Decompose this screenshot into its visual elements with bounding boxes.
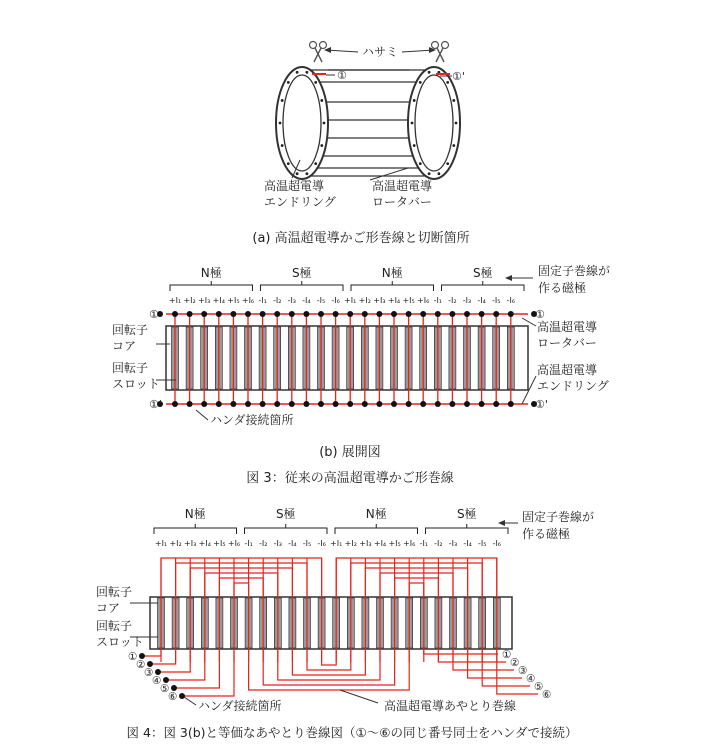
current-label: -I₃ <box>448 539 458 548</box>
winding-loop-top <box>409 583 424 598</box>
solder-dot <box>245 401 251 407</box>
solder-dot <box>479 401 485 407</box>
current-label: +I₅ <box>227 296 240 305</box>
solder-dot <box>230 401 236 407</box>
winding-loop-top <box>380 573 453 598</box>
number-right: ④ <box>526 673 536 685</box>
ring-rivet <box>413 99 416 102</box>
solder-dot <box>318 401 324 407</box>
rotorbar-label-b-1: 高温超電導 <box>537 320 598 334</box>
mark-1-right: ① <box>535 308 545 321</box>
lead-right <box>438 648 506 662</box>
rotorbar-label-2: ロータバー <box>372 195 432 209</box>
solder-dot <box>289 311 295 317</box>
current-label: -I₅ <box>316 296 326 305</box>
pole-brace <box>154 524 237 534</box>
solder-dot <box>347 311 353 317</box>
solder-dot <box>435 311 441 317</box>
number-left: ④ <box>152 675 162 687</box>
pole-label: S極 <box>291 266 312 280</box>
current-label: -I₆ <box>317 539 326 548</box>
solder-dot <box>245 311 251 317</box>
endring-label-2: エンドリング <box>264 195 336 209</box>
solder-dot <box>362 401 368 407</box>
winding-loop-bottom <box>249 648 410 690</box>
number-left: ③ <box>144 667 154 679</box>
current-label: -I₄ <box>288 539 297 548</box>
caption-a: (a) 高温超電導かご形巻線と切断箇所 <box>252 231 470 246</box>
core-label-4-1: 回転子 <box>96 585 133 599</box>
pole-brace <box>261 281 344 291</box>
core-label-b-2: コア <box>112 339 137 353</box>
current-label: +I₆ <box>417 296 430 305</box>
right-end-ring <box>408 67 460 179</box>
mark-1p-left: ①' <box>149 398 162 411</box>
solder-dot <box>449 311 455 317</box>
ring-rivet <box>323 122 326 125</box>
pole-label: S極 <box>472 266 493 280</box>
current-label: +I₁ <box>168 296 182 305</box>
current-label: +I₃ <box>198 296 211 305</box>
current-label: +I₁ <box>330 539 343 548</box>
ring-rivet <box>281 144 284 147</box>
ring-rivet <box>305 172 308 175</box>
pole-label: N極 <box>200 266 222 280</box>
solder-label-4: ハンダ接続箇所 <box>198 699 282 713</box>
current-label: +I₃ <box>184 539 197 548</box>
slot-label-b-1: 回転子 <box>112 361 149 375</box>
fig3-caption: 図 3：従来の高温超電導かご形巻線 <box>246 471 454 486</box>
solder-dot <box>260 401 266 407</box>
current-label: +I₂ <box>183 296 196 305</box>
current-label: +I₂ <box>358 296 371 305</box>
current-label: -I₁ <box>433 296 443 305</box>
solder-dot <box>391 311 397 317</box>
ring-rivet <box>320 144 323 147</box>
caption-b: (b) 展開図 <box>319 445 381 460</box>
winding-loop-top <box>219 578 263 598</box>
solder-dot <box>464 401 470 407</box>
solder-dot <box>260 311 266 317</box>
ring-rivet <box>455 122 458 125</box>
winding-loop-top <box>205 573 278 598</box>
current-label: -I₅ <box>302 539 312 548</box>
solder-dot <box>303 401 309 407</box>
pole-label: N極 <box>365 507 387 521</box>
ring-rivet <box>281 99 284 102</box>
current-label: -I₃ <box>462 296 472 305</box>
stator-label-b-2: 作る磁極 <box>538 281 587 295</box>
solder-dot <box>172 401 178 407</box>
current-label: -I₅ <box>477 539 487 548</box>
solder-dot <box>406 401 412 407</box>
ring-rivet <box>419 81 422 84</box>
number-right: ① <box>502 649 512 661</box>
number-right: ⑤ <box>534 681 544 693</box>
ayatori-winding-diagram <box>96 506 594 740</box>
solder-dot <box>201 311 207 317</box>
solder-label-b: ハンダ接続箇所 <box>210 413 294 427</box>
slot-label-b-2: スロット <box>112 377 160 391</box>
solder-dot <box>406 311 412 317</box>
endring-label-b-2: エンドリング <box>537 379 609 393</box>
solder-dot <box>493 401 499 407</box>
stator-label-b-1: 固定子巻線が <box>538 264 611 278</box>
fig4-caption: 図 4：図 3(b)と等価なあやとり巻線図（①～⑥の同じ番号同士をハンダで接続） <box>126 725 578 740</box>
solder-dot <box>464 311 470 317</box>
current-label: +I₄ <box>198 539 211 548</box>
solder-dot <box>508 311 514 317</box>
current-label: +I₅ <box>402 296 415 305</box>
ring-rivet <box>419 162 422 165</box>
solder-dot <box>216 401 222 407</box>
ring-rivet <box>428 71 431 74</box>
ring-rivet <box>413 144 416 147</box>
current-label: -I₂ <box>258 539 268 548</box>
number-right: ② <box>510 657 520 669</box>
lead-left <box>158 648 190 672</box>
current-label: +I₅ <box>388 539 401 548</box>
pole-label: S極 <box>456 507 477 521</box>
ring-rivet <box>452 99 455 102</box>
number-left: ⑥ <box>168 691 178 703</box>
number-left: ① <box>128 651 138 663</box>
solder-dot <box>376 311 382 317</box>
solder-dot <box>289 401 295 407</box>
winding-loop-top <box>395 578 439 598</box>
current-label: +I₆ <box>227 539 241 548</box>
winding-loop-bottom <box>307 648 351 670</box>
current-label: +I₆ <box>241 296 255 305</box>
solder-dot <box>201 401 207 407</box>
solder-dot <box>362 311 368 317</box>
current-label: -I₅ <box>491 296 501 305</box>
ring-rivet <box>314 81 317 84</box>
current-label: -I₆ <box>492 539 502 548</box>
ring-rivet <box>452 144 455 147</box>
pole-label: N極 <box>184 507 206 521</box>
solder-dot <box>479 311 485 317</box>
ring-rivet <box>314 162 317 165</box>
ring-rivet <box>446 162 449 165</box>
core-label-b-1: 回転子 <box>112 323 149 337</box>
solder-dot <box>333 401 339 407</box>
pole-label: S極 <box>275 507 296 521</box>
current-label: +I₁ <box>154 539 168 548</box>
ring-rivet <box>287 81 290 84</box>
pole-brace <box>245 524 328 534</box>
scissors-icon-left <box>310 42 327 63</box>
current-label: -I₁ <box>244 539 253 548</box>
solder-dot <box>318 311 324 317</box>
solder-dot <box>187 311 193 317</box>
ring-rivet <box>279 122 282 125</box>
ring-rivet <box>437 172 440 175</box>
current-label: -I₁ <box>258 296 267 305</box>
solder-dot <box>230 311 236 317</box>
current-label: +I₁ <box>344 296 357 305</box>
stator-label-4-1: 固定子巻線が <box>522 510 595 524</box>
developed-view <box>112 264 610 486</box>
current-label: +I₂ <box>344 539 357 548</box>
solder-dot <box>274 311 280 317</box>
ring-rivet <box>287 162 290 165</box>
current-label: +I₄ <box>212 296 225 305</box>
ring-rivet <box>296 71 299 74</box>
solder-dot <box>508 401 514 407</box>
ring-rivet <box>320 99 323 102</box>
solder-dot <box>420 311 426 317</box>
current-label: -I₆ <box>506 296 516 305</box>
solder-dot <box>172 311 178 317</box>
pole-brace <box>335 524 418 534</box>
current-label: +I₂ <box>169 539 182 548</box>
solder-dot <box>435 401 441 407</box>
solder-dot <box>449 401 455 407</box>
pole-brace <box>442 281 525 291</box>
current-label: -I₁ <box>419 539 429 548</box>
pole-brace <box>351 281 434 291</box>
current-label: -I₂ <box>434 539 443 548</box>
ring-rivet <box>446 81 449 84</box>
mark-1p-right: ①' <box>535 398 548 411</box>
solder-dot <box>274 401 280 407</box>
mark-1-left: ① <box>149 308 159 321</box>
solder-dot <box>347 401 353 407</box>
number-left: ② <box>136 659 146 671</box>
scissors-label: ハサミ <box>361 45 399 59</box>
rotorbar-label-1: 高温超電導 <box>372 179 433 193</box>
pole-brace <box>170 281 253 291</box>
solder-dot <box>376 401 382 407</box>
current-label: -I₂ <box>448 296 457 305</box>
solder-dot <box>493 311 499 317</box>
ring-rivet <box>411 122 414 125</box>
current-label: -I₄ <box>463 539 472 548</box>
endring-label-1: 高温超電導 <box>264 179 325 193</box>
solder-dot <box>216 311 222 317</box>
core-label-4-2: コア <box>96 601 121 615</box>
rotorbar-label-b-2: ロータバー <box>537 336 597 350</box>
solder-dot <box>187 401 193 407</box>
winding-loop-top <box>234 583 249 598</box>
number-right: ⑥ <box>542 689 552 701</box>
current-label: +I₆ <box>403 539 416 548</box>
current-label: -I₆ <box>331 296 340 305</box>
slot-label-4-2: スロット <box>96 635 144 649</box>
winding-loop-bottom <box>322 648 337 665</box>
current-label: +I₄ <box>373 539 387 548</box>
solder-dot <box>420 401 426 407</box>
scissors-icon-right <box>432 42 449 63</box>
cut-label-left: ① <box>337 69 347 82</box>
lead-left <box>174 648 219 688</box>
stator-label-4-2: 作る磁極 <box>522 527 571 541</box>
current-label: -I₃ <box>287 296 297 305</box>
solder-dot <box>333 311 339 317</box>
number-right: ③ <box>518 665 528 677</box>
current-label: -I₂ <box>272 296 282 305</box>
solder-dot <box>303 311 309 317</box>
ring-rivet <box>428 172 431 175</box>
pole-label: N極 <box>381 266 403 280</box>
current-label: +I₃ <box>359 539 372 548</box>
winding-loop-bottom <box>292 648 365 675</box>
cut-label-right: ①' <box>452 70 465 83</box>
solder-dot <box>391 401 397 407</box>
current-label: -I₄ <box>477 296 486 305</box>
current-label: +I₅ <box>213 539 226 548</box>
current-label: +I₃ <box>373 296 386 305</box>
current-label: -I₄ <box>302 296 311 305</box>
left-end-ring <box>276 67 328 179</box>
cage-winding-illustration <box>252 42 469 247</box>
slot-label-4-1: 回転子 <box>96 619 133 633</box>
winding-label-4: 高温超電導あやとり巻線 <box>384 699 517 713</box>
endring-label-b-1: 高温超電導 <box>537 363 598 377</box>
ring-rivet <box>296 172 299 175</box>
number-left: ⑤ <box>160 683 170 695</box>
solder-dot <box>179 693 185 699</box>
ring-rivet <box>305 71 308 74</box>
current-label: -I₃ <box>273 539 283 548</box>
current-label: +I₄ <box>387 296 401 305</box>
pole-brace <box>426 524 509 534</box>
